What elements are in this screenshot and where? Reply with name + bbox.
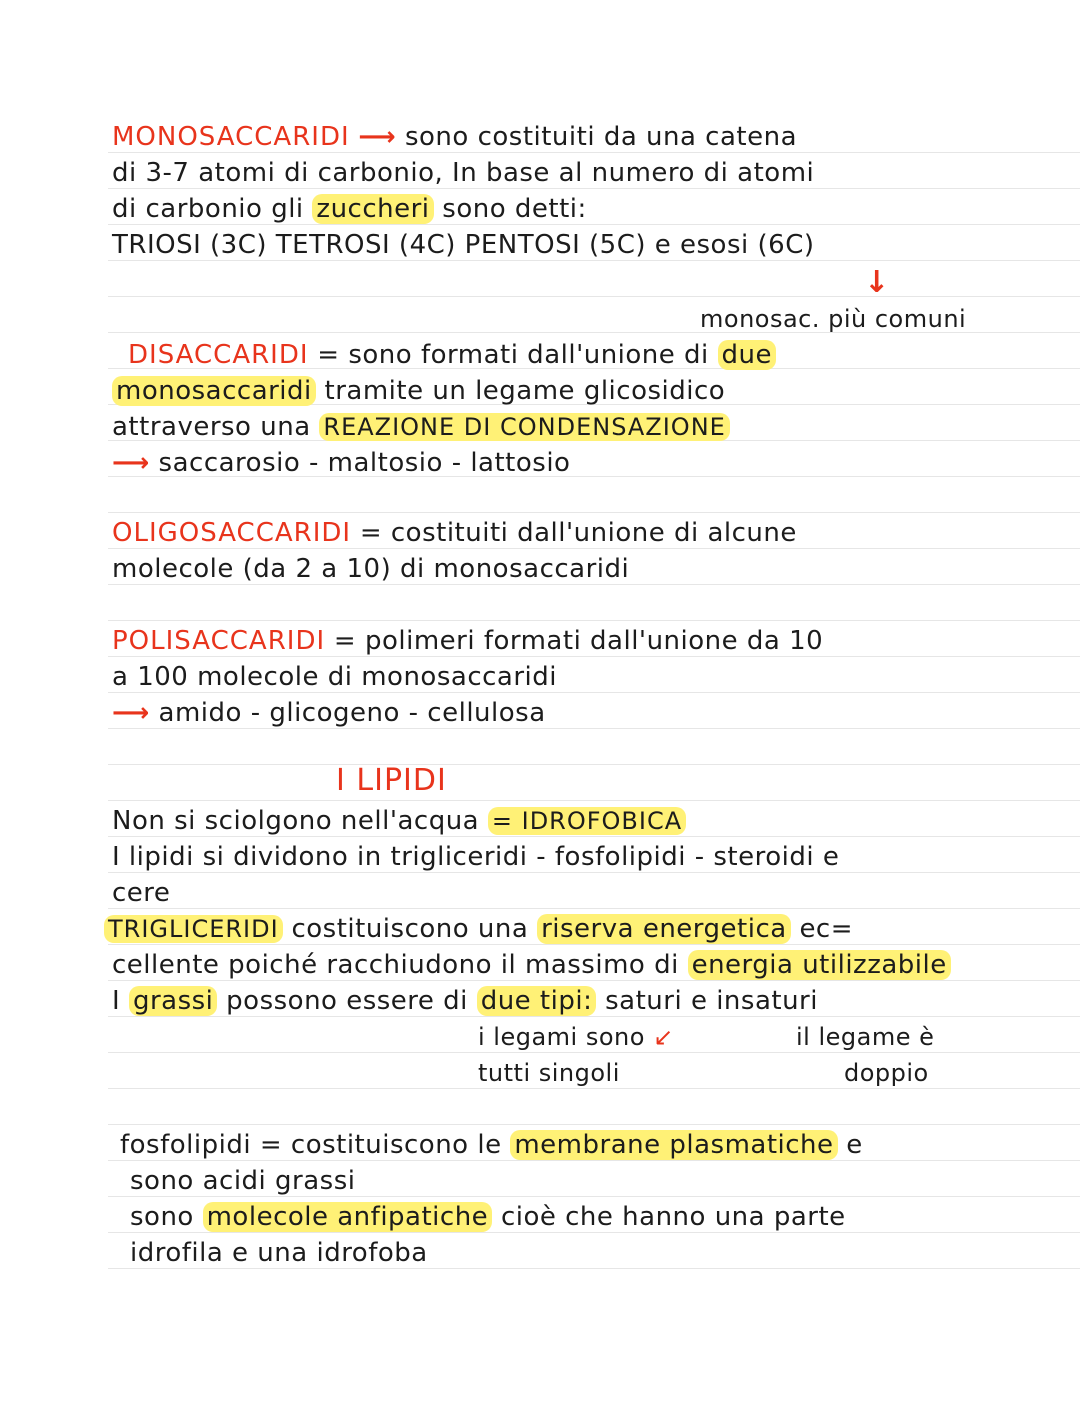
highlight-riserva-energetica: riserva energetica — [537, 914, 791, 944]
saturi-note-text: i legami sono — [478, 1023, 645, 1051]
saturi-note-1 — [478, 1020, 674, 1054]
right-arrow-icon: ⟶ — [112, 698, 150, 728]
poli-line-3 — [112, 696, 546, 730]
oligo-text-1: = costituiti dall'unione di alcune — [359, 518, 797, 548]
oligo-line-1 — [112, 516, 797, 550]
highlight-energia-utilizzabile: energia utilizzabile — [688, 950, 951, 980]
di-text-2: tramite un legame glicosidico — [324, 376, 726, 406]
saturi-note-2: tutti singoli — [478, 1059, 620, 1087]
highlight-due: due — [718, 340, 776, 370]
mono-line-2 — [112, 156, 814, 190]
mono-text-4: TRIOSI (3C) TETROSI (4C) PENTOSI (5C) e esosi (6C) — [112, 230, 815, 260]
di-line-2 — [112, 374, 725, 408]
lipidi-text-3: cere — [112, 878, 171, 908]
di-text-1: = sono formati dall'unione di — [317, 340, 709, 370]
mono-text-1: sono costituiti da una catena — [404, 122, 798, 152]
lipidi-line-5 — [112, 948, 951, 982]
right-arrow-icon: ⟶ — [358, 122, 397, 152]
di-text-3a: attraverso una — [112, 412, 311, 442]
fosfo-line-4 — [130, 1236, 428, 1270]
fosfo-text-3a: sono — [130, 1202, 194, 1232]
lipidi-line-6 — [112, 984, 818, 1018]
highlight-molecole-anfipatiche: molecole anfipatiche — [203, 1202, 493, 1232]
mono-text-3a: di carbonio gli — [112, 194, 304, 224]
fosfo-title: fosfolipidi — [120, 1130, 252, 1160]
ruled-line — [108, 512, 1080, 513]
di-line-1 — [128, 338, 776, 372]
di-line-4 — [112, 446, 570, 480]
lipidi-text-6a: I — [112, 986, 121, 1016]
poli-text-1: = polimeri formati dall'unione da 10 — [333, 626, 824, 656]
poli-line-1 — [112, 624, 823, 658]
lipidi-text-6c: possono essere di — [226, 986, 468, 1016]
oligo-text-2: molecole (da 2 a 10) di monosaccaridi — [112, 554, 630, 584]
highlight-trigliceridi: TRIGLICERIDI — [104, 915, 283, 943]
highlight-zuccheri: zuccheri — [312, 194, 433, 224]
mono-text-2: di 3-7 atomi di carbonio, In base al numero di atomi — [112, 158, 815, 188]
mono-title: MONOSACCARIDI — [112, 122, 350, 152]
poli-line-2 — [112, 660, 557, 694]
highlight-condensazione: REAZIONE DI CONDENSAZIONE — [319, 413, 729, 441]
di-text-4: saccarosio - maltosio - lattosio — [158, 448, 571, 478]
highlight-monosaccaridi: monosaccaridi — [112, 376, 316, 406]
fosfo-text-2: sono acidi grassi — [130, 1166, 356, 1196]
down-arrow-icon: ↓ — [864, 265, 890, 300]
di-line-3 — [112, 410, 730, 444]
ruled-line — [108, 296, 1080, 297]
insaturi-note-2: doppio — [844, 1059, 929, 1087]
mono-line-3 — [112, 192, 587, 226]
fosfo-text-3c: cioè che hanno una parte — [500, 1202, 846, 1232]
fosfo-text-1c: e — [846, 1130, 863, 1160]
poli-title: POLISACCARIDI — [112, 626, 326, 656]
lipidi-line-2 — [112, 840, 839, 874]
mono-line-1 — [112, 120, 797, 154]
fosfo-text-4: idrofila e una idrofoba — [130, 1238, 428, 1268]
lipidi-line-1 — [112, 804, 686, 838]
lipidi-line-3 — [112, 876, 170, 910]
insaturi-note-1: il legame è — [796, 1023, 935, 1051]
lipidi-text-4b: costituiscono una — [291, 914, 529, 944]
fosfo-text-1a: = costituiscono le — [259, 1130, 502, 1160]
highlight-membrane-plasmatiche: membrane plasmatiche — [510, 1130, 837, 1160]
oligo-title: OLIGOSACCARIDI — [112, 518, 352, 548]
lipidi-line-4 — [104, 912, 853, 946]
poli-text-3: amido - glicogeno - cellulosa — [158, 698, 546, 728]
lipidi-text-6e: saturi e insaturi — [605, 986, 818, 1016]
lipidi-text-5a: cellente poiché racchiudono il massimo di — [112, 950, 679, 980]
ruled-line — [108, 764, 1080, 765]
poli-text-2: a 100 molecole di monosaccaridi — [112, 662, 557, 692]
mono-note: monosac. più comuni — [700, 305, 967, 333]
lipidi-text-1a: Non si sciolgono nell'acqua — [112, 806, 480, 836]
di-title: DISACCARIDI — [128, 340, 309, 370]
right-arrow-icon: ⟶ — [112, 448, 150, 478]
ruled-line — [108, 1124, 1080, 1125]
fosfo-line-1 — [120, 1128, 863, 1162]
fosfo-line-2 — [130, 1164, 356, 1198]
mono-text-3c: sono detti: — [442, 194, 587, 224]
ruled-line — [108, 908, 1080, 909]
red-arrow-icon: ↙ — [653, 1023, 674, 1051]
highlight-idrofobica: = IDROFOBICA — [488, 807, 686, 835]
lipidi-text-4d: ec= — [799, 914, 854, 944]
oligo-line-2 — [112, 552, 629, 586]
lipidi-text-2: I lipidi si dividono in trigliceridi - fosfolipidi - steroidi e — [112, 842, 840, 872]
fosfo-line-3 — [130, 1200, 846, 1234]
lipidi-title: I LIPIDI — [336, 763, 447, 798]
highlight-grassi: grassi — [129, 986, 217, 1016]
mono-line-4 — [112, 228, 815, 262]
ruled-line — [108, 800, 1080, 801]
ruled-line — [108, 620, 1080, 621]
highlight-due-tipi: due tipi: — [477, 986, 597, 1016]
